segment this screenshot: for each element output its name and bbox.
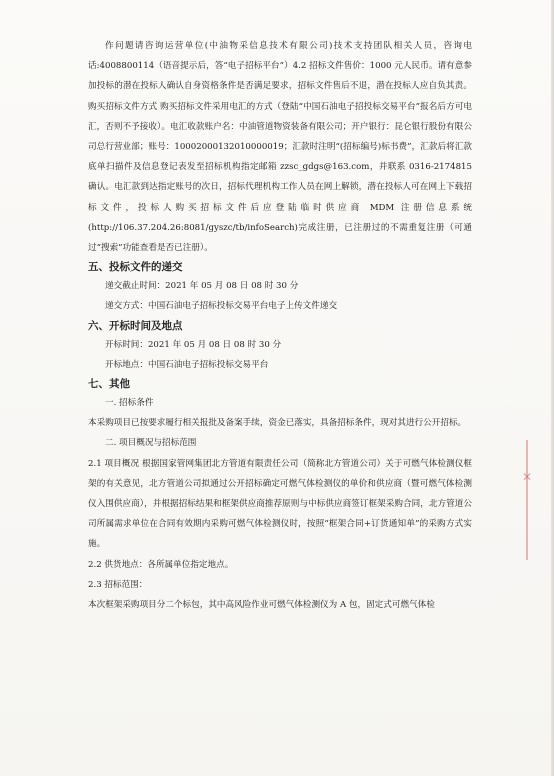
opening-location: 开标地点：中国石油电子招标投标交易平台 xyxy=(105,359,269,370)
seal-mark-icon: ✕ xyxy=(522,470,533,484)
seal-stamp-edge xyxy=(522,440,552,560)
paragraph-tender-conditions: 本采购项目已按要求履行相关报批及备案手续，资金已落实，具备招标条件，现对其进行公开招标。 xyxy=(88,418,467,429)
paragraph-project-overview: 2.1 项目概况 根据国家管网集团北方管道有限责任公司（简称北方管道公司）关于可燃气体检测仪框架的有关意见，北方管道公司拟通过公开招标确定可燃气体检测仪的单价和供应商（暨可燃气体检测仪入围供应商），并根据招标结果和框架供应商推荐原则与中标供应商签订框架采购合同，北方管道公司所属需求单位在合同有效期内采购可燃气体检测仪时，按照“框架合同+订货通知单”的采购方式实施。 xyxy=(88,458,472,550)
paragraph-lots: 本次框架采购项目分二个标包，其中高风险作业可燃气体检测仪为 A 包，固定式可燃气体检 xyxy=(88,600,435,611)
opening-time: 开标时间：2021 年 05 月 08 日 08 时 30 分 xyxy=(105,339,282,350)
section-heading-7: 七、其他 xyxy=(88,378,130,391)
subsection-tender-conditions: 一. 招标条件 xyxy=(105,398,154,409)
document-body xyxy=(88,36,472,615)
paragraph-tender-scope: 2.3 招标范围： xyxy=(88,579,148,590)
section-heading-5: 五、投标文件的递交 xyxy=(88,261,183,274)
paragraph-delivery-location: 2.2 供货地点：各所属单位指定地点。 xyxy=(88,559,234,570)
submission-deadline: 递交截止时间：2021 年 05 月 08 日 08 时 30 分 xyxy=(105,281,299,292)
section-heading-6: 六、开标时间及地点 xyxy=(88,319,183,332)
submission-method: 递交方式：中国石油电子招标投标交易平台电子上传文件递交 xyxy=(105,301,338,312)
paragraph-purchase-method: 作问题请咨询运营单位(中油物采信息技术有限公司)技术支持团队相关人员，咨询电话:4008800114（语音提示后，答“电子招标平台”）4.2 招标文件售价：1000 元人民币。请有意参加投标的潜在投标人确认自身资格条件是否满足要求，招标文件售后不退，潜在投标人应自负其责。购买招标文件方式 购买招标文件采用电汇的方式（登陆“中国石油电子招投标交易平台”报名后方可电汇，否则不予接收）。电汇收款账户名：中油管道物资装备有限公司；开户银行：昆仑银行股份有限公司总行营业部；账号：10002000132010000019；汇款时注明“(招标编号)标书费”，汇款后将汇款底单扫描件及信息登记表发至招标机构指定邮箱 zzsc_gdgs@163.com，并联系 0316-2174815 确认。电汇款到达指定账号的次日，招标代理机构工作人员在网上解锁，潜在投标人可在网上下载招标文件，投标人购买招标文件后应登陆临时供应商 MDM 注册信息系统(http://106.37.204.26:8081/gyszc/tb/infoSearch)完成注册，已注册过的不需重复注册（可通过“搜索”功能查看是否已注册）。 xyxy=(88,41,472,254)
subsection-project-overview: 二. 项目概况与招标范围 xyxy=(105,438,197,449)
